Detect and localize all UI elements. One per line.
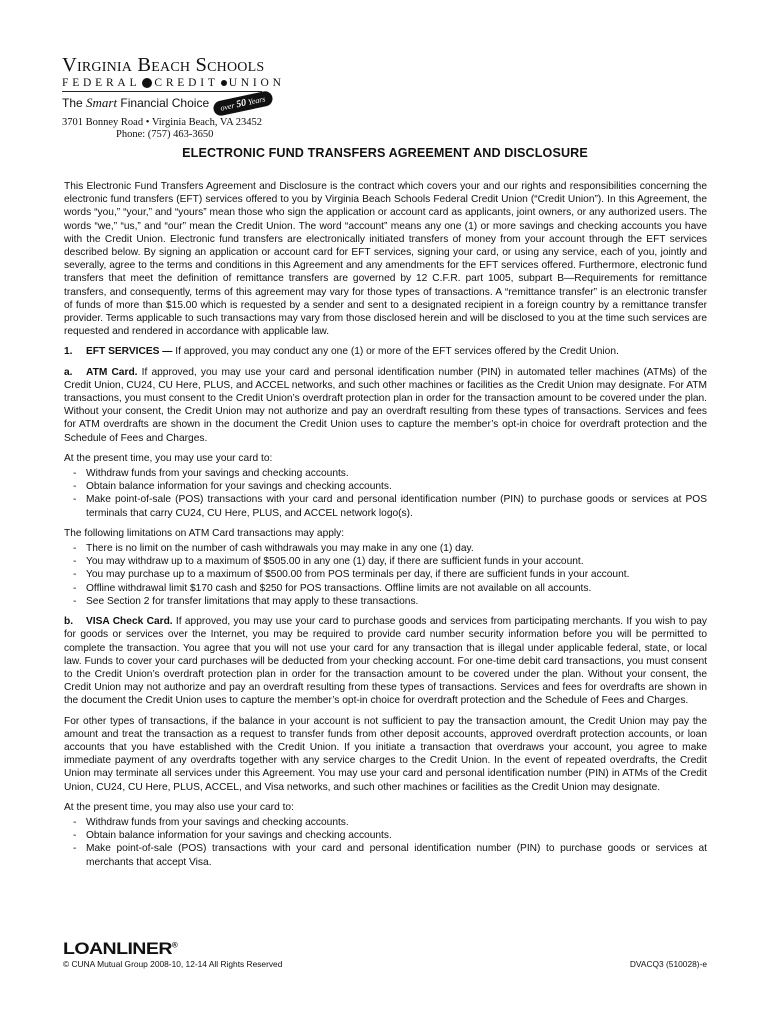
list-intro: At the present time, you may also use your card to: xyxy=(64,801,294,813)
letterhead xyxy=(62,54,302,140)
list-item: - Obtain balance information for your savings and checking accounts. xyxy=(64,829,707,842)
section-text: If approved, you may conduct any one (1) or more of the EFT services offered by the Credit Union. xyxy=(172,346,619,358)
seal-icon xyxy=(221,80,227,86)
atm-limits-list xyxy=(64,542,707,608)
subsection-letter: b. xyxy=(64,616,74,628)
visa-overdraft-paragraph: For other types of transactions, if the balance in your account is not sufficient to pay the transaction amount, the Credit Union may pay the amount and treat the transaction as a request to transfer funds from other deposit accounts, approved overdraft protection accounts, or loan accounts that you have established with the Credit Union. If you initiate a transaction that overdraws your account, you agree to make immediate payment of any overdrafts together with any service charges to the Credit Union. In the event of repeated overdrafts, the Credit Union may terminate all services under this Agreement. You may use your card and personal identification number (PIN) in ATMs of the Credit Union, CU24, CU Here, PLUS, ACCEL, and Visa networks, and such other machines or facilities as the Credit Union may designate. xyxy=(64,715,707,793)
list-intro: The following limitations on ATM Card transactions may apply: xyxy=(64,527,345,539)
logo-text: LOANLINER xyxy=(63,939,172,958)
subtitle-union: UNION xyxy=(228,77,285,89)
letterhead-rule xyxy=(62,91,262,92)
visa-card-paragraph xyxy=(64,615,707,707)
subsection-heading: VISA Check Card. xyxy=(86,616,173,628)
list-item: - Make point-of-sale (POS) transactions with your card and personal identification number (PIN) to purchase goods or services at merchants that accept Visa. xyxy=(64,842,707,868)
section-heading: EFT SERVICES — xyxy=(86,346,173,358)
badge-years: Years xyxy=(247,93,267,107)
list-item: - You may purchase up to a maximum of $500.00 from POS terminals per day, if there are sufficient funds in your account. xyxy=(64,568,707,581)
subsection-text: If approved, you may use your card to purchase goods and services from participating merchants. If you wish to pay for goods or services over the Internet, you may be required to provide card number security information before you will be permitted to complete the transaction. You agree that you will not use your card for any transaction that is illegal under applicable federal, state, or local law. Funds to cover your card purchases will be deducted from your checking account. For one-time debit card transactions, you must consent to the Credit Union’s overdraft protection plan in order for the transaction amount to be covered under the plan. Without your consent, the Credit Union may not authorize and pay an overdraft resulting from these types of transactions. Services and fees for overdrafts are shown in the document the Credit Union uses to capture the member’s opt-in choice for overdraft protection and the Schedule of Fees and Charges. xyxy=(64,616,707,707)
document-body xyxy=(64,180,707,876)
address: 3701 Bonney Road • Virginia Beach, VA 23452 xyxy=(62,117,263,128)
badge-over: over xyxy=(219,100,236,113)
subsection-letter: a. xyxy=(64,366,73,378)
list-item: - You may withdraw up to a maximum of $505.00 in any one (1) day, if there are sufficient funds in your account. xyxy=(64,555,707,568)
subsection-heading: ATM Card. xyxy=(86,366,138,378)
section-1 xyxy=(64,345,707,358)
seal-icon xyxy=(142,78,152,88)
visa-uses-list xyxy=(64,816,707,869)
tagline-pre: The xyxy=(62,96,87,110)
list-item: - Withdraw funds from your savings and checking accounts. xyxy=(64,816,707,829)
anniversary-badge xyxy=(212,89,274,116)
credit-union-name: Virginia Beach Schools xyxy=(62,54,265,76)
list-item: - Make point-of-sale (POS) transactions with your card and personal identification number (PIN) to purchase goods or services at POS terminals that carry CU24, CU Here, PLUS, and ACCEL network logo(s). xyxy=(64,493,707,519)
phone: Phone: (757) 463-3650 xyxy=(116,129,214,140)
document-title: ELECTRONIC FUND TRANSFERS AGREEMENT AND DISCLOSURE xyxy=(182,146,588,160)
list-item: - Withdraw funds from your savings and checking accounts. xyxy=(64,467,707,480)
subsection-text: If approved, you may use your card and personal identification number (PIN) in automated teller machines (ATMs) of the Credit Union, CU24, CU Here, PLUS, and ACCEL networks, and such other machines or facilities as the Credit Union may designate. For ATM transactions, you must consent to the Credit Union’s overdraft protection plan in order for the transaction amount to be covered under the plan. Without your consent, the Credit Union may not authorize and pay an overdraft resulting from these types of transactions. Services and fees for ATM overdrafts are shown in the document the Credit Union uses to capture the member’s opt-in choice for overdraft protection and the Schedule of Fees and Charges. xyxy=(64,366,707,444)
atm-uses-list xyxy=(64,467,707,520)
subtitle-credit: CREDIT xyxy=(154,77,219,89)
subtitle-federal: FEDERAL xyxy=(62,77,141,89)
list-item: - There is no limit on the number of cash withdrawals you may make in any one (1) day. xyxy=(64,542,707,555)
form-code: DVACQ3 (510028)-e xyxy=(629,959,707,969)
tagline xyxy=(62,95,209,111)
list-item: - See Section 2 for transfer limitations that may apply to these transactions. xyxy=(64,595,707,608)
letterhead-subtitle xyxy=(62,77,302,89)
list-item: - Obtain balance information for your savings and checking accounts. xyxy=(64,480,707,493)
tagline-italic: Smart xyxy=(86,95,118,110)
copyright-notice: © CUNA Mutual Group 2008-10, 12-14 All Rights Reserved xyxy=(63,959,283,969)
loanliner-logo xyxy=(63,939,177,959)
atm-card-paragraph xyxy=(64,366,707,445)
logo-mark: ® xyxy=(171,942,178,950)
intro-paragraph: This Electronic Fund Transfers Agreement and Disclosure is the contract which covers your and our rights and responsibilities concerning the electronic fund transfers (EFT) services offered to you by Virginia Beach Schools Federal Credit Union (“Credit Union”). In this Agreement, the words “you,” “your,” and “yours” mean those who sign the application or account card as applicants, joint owners, or any authorized users. The words “we,” “us,” and “our” mean the Credit Union. The word “account” means any one (1) or more savings and checking accounts you have with the Credit Union. Electronic fund transfers are electronically initiated transfers of money from your account through the EFT services described below. By signing an application or account card for EFT services, signing your card, or using any service, each of you, jointly and severally, agree to the terms and conditions in this Agreement and any amendments for the EFT services offered. Furthermore, electronic fund transfers that meet the definition of remittance transfers are governed by 12 C.F.R. part 1005, subpart B—Requirements for remittance transfers, and consequently, terms of this agreement may vary for those types of transactions. A “remittance transfer” is an electronic transfer of funds of more than $15.00 which is requested by a sender and sent to a designated recipient in a foreign country by a remittance transfer provider. Terms applicable to such transactions may vary from those disclosed herein and will be disclosed to you at the time such services are requested and rendered in accordance with applicable law. xyxy=(64,181,707,338)
section-number: 1. xyxy=(64,346,73,358)
list-intro: At the present time, you may use your card to: xyxy=(64,452,273,464)
tagline-post: Financial Choice xyxy=(117,96,210,110)
list-item: - Offline withdrawal limit $170 cash and $250 for POS transactions. Offline limits are not available on all accounts. xyxy=(64,582,707,595)
badge-number: 50 xyxy=(235,96,248,110)
tagline-row xyxy=(62,95,302,111)
